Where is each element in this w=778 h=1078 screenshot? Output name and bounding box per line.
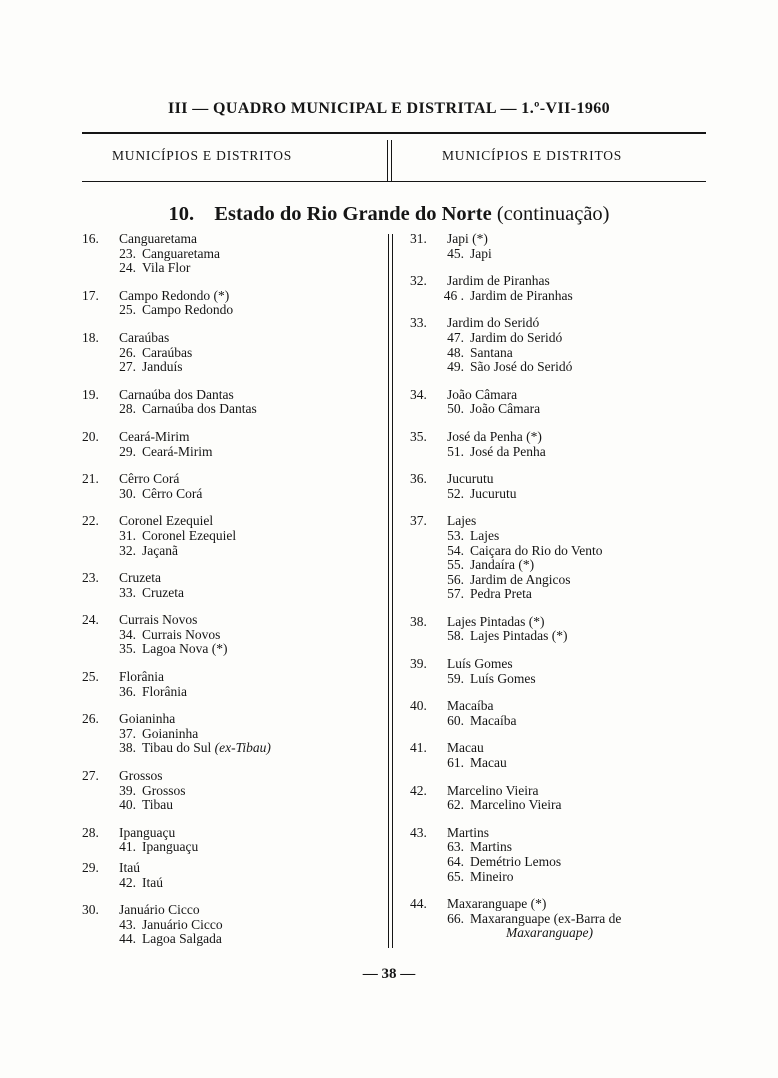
- distrito-name: Tibau do Sul: [142, 740, 212, 756]
- municipio-row: [410, 388, 720, 403]
- municipio-row: [82, 232, 382, 247]
- column-divider: [388, 234, 389, 948]
- distrito-number: 48.: [447, 344, 464, 360]
- distrito-name: Jandaíra (*): [470, 557, 535, 573]
- municipio-row: [410, 699, 720, 714]
- distrito-row: [410, 714, 720, 729]
- municipio-number: 35.: [410, 428, 427, 444]
- distrito-name: Luís Gomes: [470, 670, 536, 686]
- distrito-number: 56.: [447, 571, 464, 587]
- municipio-number: 19.: [82, 386, 99, 402]
- distrito-row: [410, 573, 720, 588]
- distrito-row: [410, 331, 720, 346]
- municipio-row: [82, 331, 382, 346]
- municipio-number: 23.: [82, 570, 99, 586]
- municipio-name: Coronel Ezequiel: [119, 513, 214, 529]
- distrito-row: [82, 727, 382, 742]
- municipio-row: [410, 430, 720, 445]
- distrito-number: 43.: [119, 916, 136, 932]
- municipio-entry: [82, 388, 382, 417]
- distrito-name: Caiçara do Rio do Vento: [470, 542, 603, 558]
- distrito-name: Cêrro Corá: [142, 485, 203, 501]
- municipio-row: [82, 289, 382, 304]
- distrito-number: 38.: [119, 740, 136, 756]
- municipio-name: Jardim do Seridó: [447, 315, 540, 331]
- municipio-name: Ceará-Mirim: [119, 428, 190, 444]
- municipio-name: Cruzeta: [119, 570, 161, 586]
- distrito-name: Goianinha: [142, 725, 199, 741]
- municipio-name: Carnaúba dos Dantas: [119, 386, 234, 402]
- distrito-number: 64.: [447, 854, 464, 869]
- distrito-number: 29.: [119, 443, 136, 459]
- distrito-number: 36.: [119, 683, 136, 699]
- section-title-main: Estado do Rio Grande do Norte: [214, 203, 492, 225]
- municipio-entry: [410, 514, 720, 602]
- distrito-number: 26.: [119, 344, 136, 360]
- municipio-entry: [410, 657, 720, 686]
- distrito-number: 30.: [119, 485, 136, 501]
- municipio-entry: [410, 472, 720, 501]
- municipio-name: Campo Redondo (*): [119, 287, 230, 303]
- distrito-name: Demétrio Lemos: [470, 854, 562, 869]
- distrito-name: Campo Redondo: [142, 302, 234, 318]
- municipio-row: [410, 316, 720, 331]
- municipio-name: Lajes Pintadas (*): [447, 613, 545, 629]
- left-column: [82, 232, 382, 947]
- distrito-row: [82, 642, 382, 657]
- column-heading-divider: [387, 140, 388, 182]
- municipio-number: 44.: [410, 896, 427, 912]
- distrito-number: 50.: [447, 401, 464, 417]
- distrito-row: [410, 912, 720, 927]
- distrito-row: [82, 445, 382, 460]
- municipio-entry: [410, 316, 720, 374]
- distrito-row: [410, 346, 720, 361]
- municipio-row: [410, 615, 720, 630]
- municipio-row: [82, 712, 382, 727]
- municipio-row: [410, 232, 720, 247]
- municipio-number: 33.: [410, 315, 427, 331]
- distrito-name: Tibau: [142, 797, 174, 813]
- distrito-row: [82, 840, 382, 855]
- distrito-row: [410, 672, 720, 687]
- distrito-name: Grossos: [142, 782, 186, 798]
- page-header: III — QUADRO MUNICIPAL E DISTRITAL — 1.º-VII-1960: [167, 100, 611, 117]
- municipio-entry: [82, 712, 382, 756]
- distrito-row: [410, 544, 720, 559]
- distrito-number: 25.: [119, 302, 136, 318]
- distrito-name: Jardim de Piranhas: [470, 287, 573, 303]
- municipio-row: [82, 670, 382, 685]
- distrito-name: Florânia: [142, 683, 187, 699]
- municipio-entry: [410, 699, 720, 728]
- municipio-entry: [82, 514, 382, 558]
- municipio-name: Florânia: [119, 669, 164, 685]
- municipio-entry: [410, 430, 720, 459]
- municipio-number: 31.: [410, 231, 427, 246]
- distrito-name: Jardim do Seridó: [470, 329, 563, 345]
- municipio-name: Grossos: [119, 768, 163, 784]
- distrito-number: 60.: [447, 712, 464, 728]
- distrito-row: [82, 586, 382, 601]
- municipio-row: [82, 861, 382, 876]
- distrito-row: [82, 741, 382, 756]
- municipio-name: Martins: [447, 824, 489, 840]
- column-heading-rule: [82, 181, 706, 182]
- municipio-name: Macaíba: [447, 698, 494, 714]
- column-heading-left: MUNICÍPIOS E DISTRITOS: [112, 148, 293, 163]
- distrito-number: 53.: [447, 527, 464, 543]
- municipio-row: [410, 784, 720, 799]
- distrito-row: [82, 402, 382, 417]
- distrito-row: [82, 529, 382, 544]
- distrito-name: Canguaretama: [142, 245, 220, 261]
- distrito-number: 24.: [119, 260, 136, 276]
- column-heading-divider: [391, 140, 392, 182]
- distrito-name: Santana: [470, 344, 513, 360]
- municipio-number: 20.: [82, 428, 99, 444]
- municipio-number: 43.: [410, 824, 427, 840]
- header-rule: [82, 132, 706, 134]
- municipio-row: [410, 472, 720, 487]
- distrito-number: 55.: [447, 557, 464, 573]
- municipio-name: Jucurutu: [447, 471, 494, 487]
- municipio-name: José da Penha (*): [447, 428, 542, 444]
- column-divider: [392, 234, 393, 948]
- municipio-row: [410, 514, 720, 529]
- municipio-number: 24.: [82, 612, 99, 628]
- distrito-number: 35.: [119, 641, 136, 657]
- distrito-number: 51.: [447, 443, 464, 459]
- distrito-name: Pedra Preta: [470, 586, 532, 602]
- distrito-number: 40.: [119, 797, 136, 813]
- municipio-number: 29.: [82, 860, 99, 875]
- distrito-number: 47.: [447, 329, 464, 345]
- distrito-row: [82, 932, 382, 947]
- distrito-name: Caraúbas: [142, 344, 193, 360]
- distrito-name: Lagoa Nova (*): [142, 641, 228, 657]
- distrito-name: Maxaranguape (ex-Barra de: [470, 910, 622, 926]
- distrito-number: 23.: [119, 245, 136, 261]
- distrito-name: São José do Seridó: [470, 359, 573, 375]
- distrito-number: 54.: [447, 542, 464, 558]
- distrito-name: Marcelino Vieira: [470, 797, 562, 813]
- distrito-row: [82, 303, 382, 318]
- municipio-row: [410, 826, 720, 841]
- section-title-suffix: (continuação): [496, 203, 610, 225]
- distrito-number: 39.: [119, 782, 136, 798]
- page-number: — 38 —: [362, 966, 416, 982]
- municipio-name: Jardim de Piranhas: [447, 273, 550, 289]
- municipio-entry: [82, 826, 382, 855]
- distrito-name: Lagoa Salgada: [142, 931, 222, 947]
- distrito-row: [410, 756, 720, 771]
- municipio-number: 32.: [410, 273, 427, 289]
- municipio-name: Goianinha: [119, 711, 176, 727]
- municipio-entry: [82, 613, 382, 657]
- municipio-entry: [82, 472, 382, 501]
- distrito-row: [410, 360, 720, 375]
- municipio-entry: [410, 897, 720, 941]
- municipio-entry: [410, 784, 720, 813]
- municipio-number: 37.: [410, 513, 427, 529]
- distrito-row: [410, 558, 720, 573]
- municipio-number: 40.: [410, 698, 427, 714]
- distrito-row: [410, 445, 720, 460]
- municipio-number: 42.: [410, 782, 427, 798]
- distrito-row: [410, 840, 720, 855]
- distrito-row: [410, 289, 720, 304]
- distrito-name: João Câmara: [470, 401, 541, 417]
- distrito-number: 37.: [119, 725, 136, 741]
- distrito-name: José da Penha: [470, 443, 546, 459]
- municipio-row: [410, 274, 720, 289]
- distrito-row: [410, 529, 720, 544]
- municipio-row: [82, 826, 382, 841]
- municipio-name: Lajes: [447, 513, 477, 529]
- distrito-name: Jaçanã: [142, 542, 178, 558]
- distrito-name: Martins: [470, 839, 512, 855]
- distrito-row: [82, 628, 382, 643]
- municipio-row: [82, 514, 382, 529]
- distrito-row: [82, 360, 382, 375]
- distrito-number: 59.: [447, 670, 464, 686]
- distrito-name: Mineiro: [470, 868, 514, 884]
- distrito-row: [410, 870, 720, 885]
- municipio-entry: [82, 769, 382, 813]
- municipio-number: 16.: [82, 231, 99, 246]
- distrito-name: Carnaúba dos Dantas: [142, 401, 257, 417]
- municipio-entry: [82, 571, 382, 600]
- distrito-row: [82, 487, 382, 502]
- distrito-number: 62.: [447, 797, 464, 813]
- municipio-number: 21.: [82, 471, 99, 487]
- municipio-entry: [82, 232, 382, 276]
- municipio-entry: [82, 331, 382, 375]
- section-title: [0, 203, 778, 226]
- distrito-number: 32.: [119, 542, 136, 558]
- distrito-number: 63.: [447, 839, 464, 855]
- distrito-row: [82, 784, 382, 799]
- municipio-name: Itaú: [119, 860, 140, 875]
- distrito-name: Januário Cicco: [142, 916, 223, 932]
- distrito-name: Coronel Ezequiel: [142, 527, 237, 543]
- municipio-entry: [410, 274, 720, 303]
- municipio-entry: [410, 741, 720, 770]
- municipio-number: 36.: [410, 471, 427, 487]
- distrito-name: Jardim de Angicos: [470, 571, 571, 587]
- municipio-entry: [82, 670, 382, 699]
- municipio-name: Marcelino Vieira: [447, 782, 539, 798]
- municipio-name: Luís Gomes: [447, 656, 513, 672]
- distrito-name: Macau: [470, 755, 507, 771]
- municipio-number: 22.: [82, 513, 99, 529]
- distrito-name: Vila Flor: [142, 260, 191, 276]
- distrito-number: 33.: [119, 584, 136, 600]
- distrito-number: 34.: [119, 626, 136, 642]
- distrito-note: (ex-Tibau): [214, 740, 271, 756]
- distrito-number: 66.: [447, 910, 464, 926]
- distrito-row: [410, 798, 720, 813]
- distrito-row: [410, 247, 720, 262]
- municipio-entry: [410, 232, 720, 261]
- distrito-name: Japi: [470, 245, 492, 261]
- distrito-row: [82, 876, 382, 891]
- municipio-name: Caraúbas: [119, 329, 170, 345]
- municipio-row: [82, 613, 382, 628]
- municipio-row: [410, 741, 720, 756]
- distrito-row: [82, 918, 382, 933]
- distrito-number: 31.: [119, 527, 136, 543]
- municipio-name: Maxaranguape (*): [447, 896, 547, 912]
- distrito-row: [410, 587, 720, 602]
- distrito-name: Ipanguaçu: [142, 839, 199, 855]
- municipio-number: 34.: [410, 386, 427, 402]
- distrito-name: Lajes Pintadas (*): [470, 628, 568, 644]
- municipio-name: Cêrro Corá: [119, 471, 180, 487]
- municipio-number: 17.: [82, 287, 99, 303]
- distrito-row: [82, 685, 382, 700]
- municipio-entry: [82, 861, 382, 890]
- distrito-row: [82, 346, 382, 361]
- municipio-name: Japi (*): [447, 231, 488, 246]
- distrito-name: Janduís: [142, 359, 183, 375]
- section-number: 10.: [168, 203, 195, 225]
- municipio-row: [82, 769, 382, 784]
- municipio-row: [82, 430, 382, 445]
- distrito-row: [82, 798, 382, 813]
- municipio-number: 18.: [82, 329, 99, 345]
- municipio-entry: [82, 430, 382, 459]
- municipio-number: 26.: [82, 711, 99, 727]
- right-column: [410, 232, 720, 941]
- municipio-number: 41.: [410, 740, 427, 756]
- distrito-number: 27.: [119, 359, 136, 375]
- municipio-number: 30.: [82, 902, 99, 918]
- distrito-row: [410, 855, 720, 870]
- distrito-number: 49.: [447, 359, 464, 375]
- municipio-row: [410, 657, 720, 672]
- distrito-name: Itaú: [142, 874, 163, 890]
- distrito-number: 45.: [447, 245, 464, 261]
- distrito-name: Ceará-Mirim: [142, 443, 213, 459]
- distrito-name: Jucurutu: [470, 485, 517, 501]
- municipio-name: Januário Cicco: [119, 902, 200, 918]
- municipio-number: 39.: [410, 656, 427, 672]
- municipio-name: João Câmara: [447, 386, 518, 402]
- municipio-row: [82, 472, 382, 487]
- municipio-row: [410, 897, 720, 912]
- distrito-number: 52.: [447, 485, 464, 501]
- municipio-number: 25.: [82, 669, 99, 685]
- distrito-name: Cruzeta: [142, 584, 184, 600]
- distrito-number: 46 .: [443, 287, 464, 303]
- municipio-entry: [82, 289, 382, 318]
- municipio-name: Macau: [447, 740, 484, 756]
- distrito-row: [410, 402, 720, 417]
- municipio-entry: [410, 826, 720, 884]
- distrito-name: Lajes: [470, 527, 500, 543]
- municipio-name: Ipanguaçu: [119, 824, 176, 840]
- municipio-number: 27.: [82, 768, 99, 784]
- distrito-name: Currais Novos: [142, 626, 221, 642]
- distrito-number: 57.: [447, 586, 464, 602]
- distrito-continuation: Maxaranguape): [506, 925, 593, 941]
- municipio-entry: [410, 388, 720, 417]
- distrito-row: [82, 544, 382, 559]
- municipio-row: [82, 388, 382, 403]
- distrito-row: [410, 487, 720, 502]
- distrito-row: [82, 247, 382, 262]
- distrito-number: 61.: [447, 755, 464, 771]
- distrito-number: 28.: [119, 401, 136, 417]
- distrito-number: 44.: [119, 931, 136, 947]
- distrito-row: [82, 261, 382, 276]
- municipio-row: [82, 571, 382, 586]
- distrito-row: [410, 629, 720, 644]
- distrito-name: Macaíba: [470, 712, 517, 728]
- municipio-name: Currais Novos: [119, 612, 198, 628]
- municipio-number: 28.: [82, 824, 99, 840]
- municipio-entry: [82, 903, 382, 947]
- municipio-name: Canguaretama: [119, 231, 197, 246]
- distrito-number: 42.: [119, 874, 136, 890]
- municipio-number: 38.: [410, 613, 427, 629]
- distrito-number: 58.: [447, 628, 464, 644]
- distrito-number: 41.: [119, 839, 136, 855]
- distrito-number: 65.: [447, 868, 464, 884]
- column-heading-right: MUNICÍPIOS E DISTRITOS: [442, 148, 623, 163]
- municipio-entry: [410, 615, 720, 644]
- municipio-row: [82, 903, 382, 918]
